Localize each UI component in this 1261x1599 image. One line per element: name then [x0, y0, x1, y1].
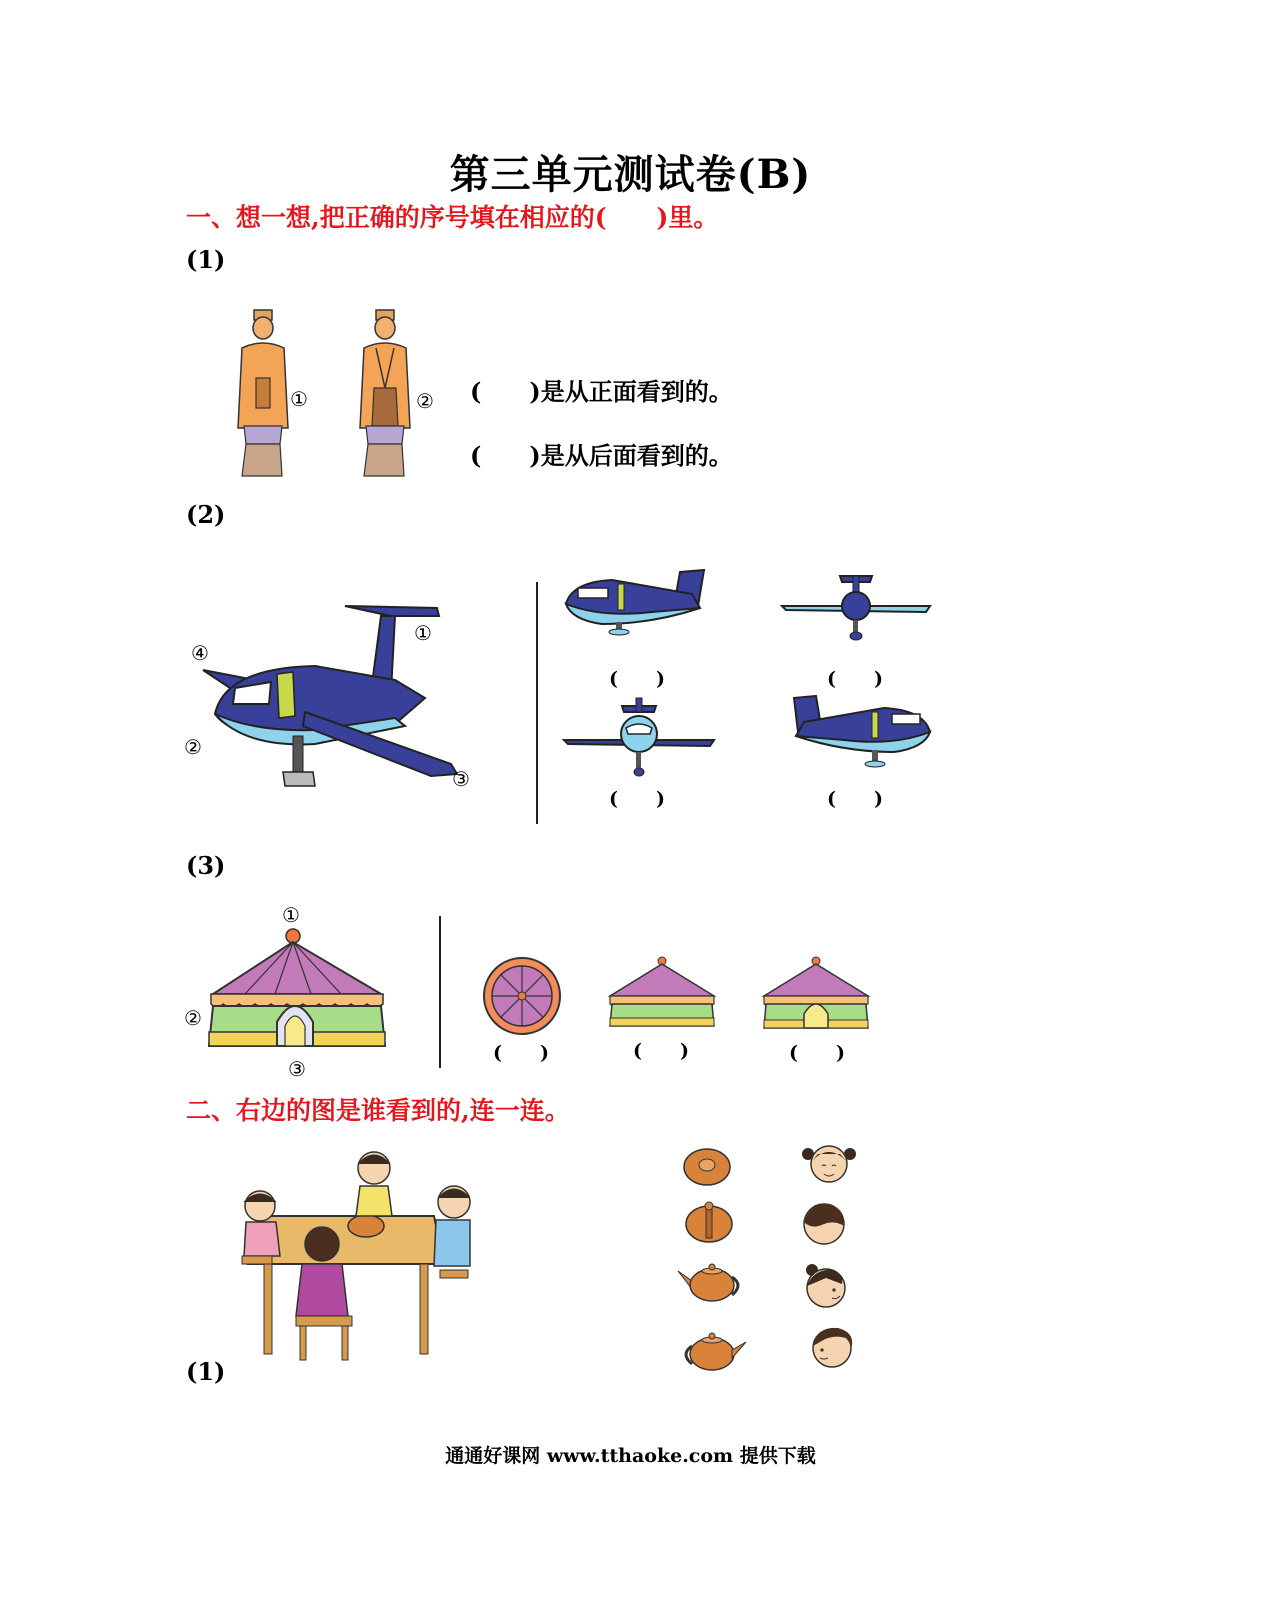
answer-blank-back[interactable]: ( ) [827, 668, 883, 690]
face-boy-back [800, 1200, 848, 1248]
section-2-heading: 二、右边的图是谁看到的,连一连。 [186, 1096, 570, 1125]
yurt-view-side [606, 956, 718, 1030]
answer-blank-side-right[interactable]: ( ) [827, 788, 883, 810]
yurt-mark-2: ② [184, 1006, 202, 1030]
section-2-label: (1) [186, 1357, 226, 1386]
airplane-view-side-right [788, 692, 934, 774]
figure-statue-back [232, 308, 292, 480]
question-2-label: (2) [186, 500, 226, 529]
answer-blank-yurt-side[interactable]: ( ) [633, 1040, 689, 1062]
page-title: 第三单元测试卷(B) [449, 151, 812, 198]
teapot-view-top [682, 1147, 732, 1187]
section-1-heading: 一、想一想,把正确的序号填在相应的( )里。 [186, 203, 719, 232]
yurt-view-front [760, 956, 872, 1032]
teapot-view-side-right [678, 1328, 748, 1372]
face-girl-side [796, 1262, 850, 1310]
answer-blank-yurt-top[interactable]: ( ) [493, 1042, 549, 1064]
airplane-view-side-left [562, 568, 710, 636]
yurt-mark-3: ③ [288, 1057, 306, 1081]
answer-blank-yurt-front[interactable]: ( ) [789, 1042, 845, 1064]
question-3-label: (3) [186, 851, 226, 880]
statement-back-view: ( )是从后面看到的。 [470, 441, 733, 470]
airplane-mark-2: ② [184, 735, 202, 759]
airplane-view-front [562, 694, 716, 780]
answer-blank-front[interactable]: ( ) [609, 788, 665, 810]
yurt-mark-1: ① [282, 903, 300, 927]
figure-children-at-table [234, 1146, 474, 1366]
airplane-mark-4: ④ [191, 641, 209, 665]
airplane-mark-3: ③ [452, 767, 470, 791]
airplane-mark-1: ① [414, 621, 432, 645]
divider-q3 [439, 916, 441, 1068]
statue-mark-2: ② [416, 389, 434, 413]
yurt-view-top [480, 956, 564, 1036]
airplane-view-back [780, 570, 932, 646]
figure-statue-front [354, 308, 414, 480]
teapot-view-side-left [676, 1259, 746, 1303]
face-boy-side [808, 1322, 858, 1370]
figure-yurt [205, 928, 387, 1052]
footer-credit: 通通好课网 www.tthaoke.com 提供下载 [445, 1445, 816, 1467]
answer-blank-side-left[interactable]: ( ) [609, 668, 665, 690]
face-girl-front [800, 1140, 858, 1186]
statement-front-view: ( )是从正面看到的。 [470, 377, 733, 406]
divider-q2 [536, 582, 538, 824]
teapot-view-front [684, 1200, 734, 1244]
question-1-label: (1) [186, 245, 226, 274]
statue-mark-1: ① [290, 387, 308, 411]
